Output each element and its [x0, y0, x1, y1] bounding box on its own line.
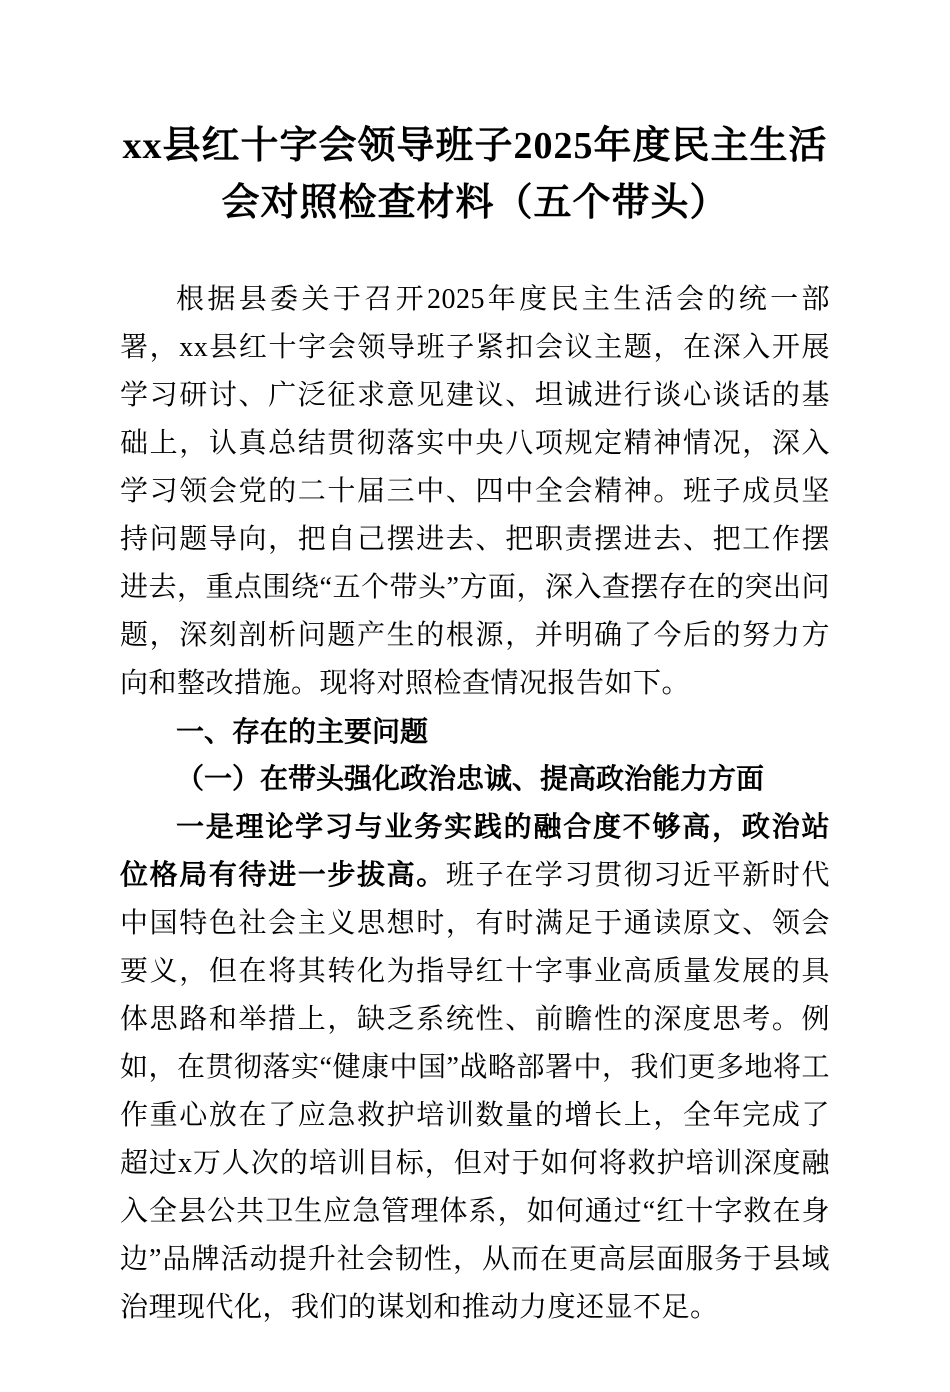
section1-body-text: 班子在学习贯彻习近平新时代中国特色社会主义思想时，有时满足于通读原文、领会要义，但在将其转化为指导红十字事业高质量发展的具体思路和举措上，缺乏系统性、前瞻性的深度思考。例如，在贯彻落实“健康中国”战略部署中，我们更多地将工作重心放在了应急救护培训数量的增长上，全年完成了超过x万人次的培训目标，但对于如何将救护培训深度融入全县公共卫生应急管理体系，如何通过“红十字救在身边”品牌活动提升社会韧性，从而在更高层面服务于县域治理现代化，我们的谋划和推动力度还显不足。 — [120, 860, 830, 1323]
section1-lead-sentence: 一是理论学习与业务实践的融合度不够高，政治站位格局有待进一步拔高。 — [120, 812, 830, 891]
subsection-heading-political-loyalty: （一）在带头强化政治忠诚、提高政治能力方面 — [176, 764, 765, 795]
section1-paragraph — [120, 804, 830, 1332]
intro-paragraph: 根据县委关于召开2025年度民主生活会的统一部署，xx县红十字会领导班子紧扣会议主题，在深入开展学习研讨、广泛征求意见建议、坦诚进行谈心谈话的基础上，认真总结贯彻落实中央八项规定精神情况，深入学习领会党的二十届三中、四中全会精神。班子成员坚持问题导向，把自己摆进去、把职责摆进去、把工作摆进去，重点围绕“五个带头”方面，深入查摆存在的突出问题，深刻剖析问题产生的根源，并明确了今后的努力方向和整改措施。现将对照检查情况报告如下。 — [120, 284, 830, 699]
section-heading-main-problems: 一、存在的主要问题 — [176, 716, 429, 747]
document-title: xx县红十字会领导班子2025年度民主生活会对照检查材料（五个带头） — [122, 125, 828, 224]
